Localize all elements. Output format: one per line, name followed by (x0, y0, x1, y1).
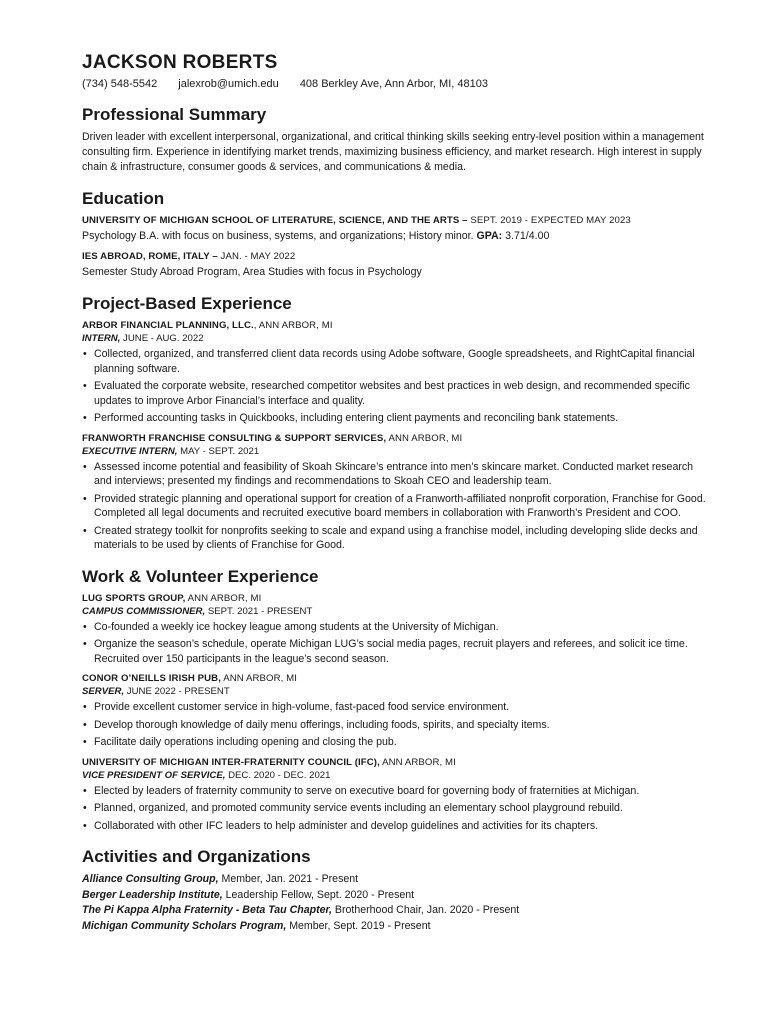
degree-detail: Psychology B.A. with focus on business, systems, and organizations; History minor. (82, 230, 474, 242)
org-line (82, 592, 708, 605)
bullet-list (82, 347, 708, 426)
role-dates: SEPT. 2021 - PRESENT (207, 605, 313, 617)
list-item: • Provide excellent customer service in high-volume, fast-paced food service environment. (94, 700, 708, 715)
activity-org: Michigan Community Scholars Program, (82, 919, 287, 932)
project-heading: Project-Based Experience (82, 294, 292, 313)
org-line (82, 432, 708, 445)
org-name: FRANWORTH FRANCHISE CONSULTING & SUPPORT SERVICES, (82, 432, 387, 444)
list-item: • Collaborated with other IFC leaders to help administer and develop guidelines and activities for its chapters. (94, 819, 708, 834)
experience-entry (82, 756, 708, 834)
activities-heading: Activities and Organizations (82, 847, 311, 866)
bullet-list (82, 700, 708, 750)
list-item: • Created strategy toolkit for nonprofits seeking to scale and expand using a franchise model, including developing slide decks and materials to be used by clients of Franchise for Good. (94, 524, 708, 553)
experience-entry (82, 592, 708, 667)
school-dates: SEPT. 2019 - EXPECTED MAY 2023 (470, 215, 631, 226)
activity-detail: Leadership Fellow, Sept. 2020 - Present (222, 888, 415, 901)
activity-item (82, 919, 708, 935)
activity-item (82, 888, 708, 904)
gpa-value: 3.71/4.00 (505, 230, 550, 242)
org-location: , ANN ARBOR, MI (253, 320, 333, 331)
org-line (82, 672, 708, 685)
org-location: ANN ARBOR, MI (386, 432, 463, 444)
school-dates: JAN. - MAY 2022 (220, 251, 296, 262)
role-line (82, 605, 708, 618)
list-item: • Organize the season’s schedule, operate Michigan LUG’s social media pages, recruit players and referees, and solicit ice time. Recruited over 150 participants in the league’s second season. (94, 637, 708, 666)
education-entry-school (82, 250, 708, 263)
education-detail (82, 229, 708, 244)
experience-entry (82, 319, 708, 426)
education-detail: Semester Study Abroad Program, Area Studies with focus in Psychology (82, 266, 422, 278)
experience-entry (82, 432, 708, 553)
bullet-list (82, 460, 708, 553)
list-item: • Co-founded a weekly ice hockey league among students at the University of Michigan. (94, 620, 708, 635)
activity-org: Alliance Consulting Group, (82, 873, 219, 885)
list-item: • Elected by leaders of fraternity community to serve on executive board for governing body of fraternities at Michigan. (94, 784, 708, 799)
org-location: ANN ARBOR, MI (220, 673, 297, 684)
activity-detail: Brotherhood Chair, Jan. 2020 - Present (331, 904, 520, 916)
list-item: • Develop thorough knowledge of daily menu offerings, including foods, spirits, and specialty items. (94, 718, 708, 733)
activity-item (82, 872, 708, 888)
org-name: UNIVERSITY OF MICHIGAN INTER-FRATERNITY COUNCIL (IFC), (82, 756, 380, 768)
contact-line (82, 77, 708, 91)
education-heading: Education (82, 189, 165, 208)
activity-detail: Member, Jan. 2021 - Present (218, 873, 359, 885)
org-location: ANN ARBOR, MI (185, 592, 262, 604)
role-line (82, 332, 708, 345)
list-item: • Collected, organized, and transferred client data records using Adobe software, Google spreadsheets, and RightCapital financial planning software. (94, 347, 708, 376)
role-line (82, 769, 708, 782)
role-title: CAMPUS COMMISSIONER, (82, 605, 206, 617)
activity-org: Berger Leadership Institute, (82, 888, 223, 901)
phone-number: (734) 548-5542 (82, 78, 158, 90)
role-title: SERVER, (82, 686, 125, 697)
summary-heading: Professional Summary (82, 105, 267, 124)
activity-org: The Pi Kappa Alpha Fraternity - Beta Tau Chapter, (82, 904, 332, 916)
school-name: UNIVERSITY OF MICHIGAN SCHOOL OF LITERATURE, SCIENCE, AND THE ARTS – (82, 215, 468, 226)
list-item: • Provided strategic planning and operational support for creation of a Franworth-affiliated nonprofit corporation, Franchise for Good. Completed all legal documents and recruited executive board members in collaboration with Franworth’s President and COO. (94, 492, 708, 521)
role-title: VICE PRESIDENT OF SERVICE, (82, 769, 226, 781)
org-name: CONOR O’NEILLS IRISH PUB, (82, 673, 221, 684)
activity-item (82, 903, 708, 919)
email-address: jalexrob@umich.edu (178, 78, 279, 90)
role-dates: MAY - SEPT. 2021 (180, 445, 260, 457)
role-dates: DEC. 2020 - DEC. 2021 (228, 769, 331, 781)
education-entry-school (82, 214, 708, 227)
experience-entry (82, 672, 708, 750)
list-item: • Evaluated the corporate website, researched competitor websites and best practices in web design, and recommended specific updates to improve Arbor Financial’s interface and quality. (94, 379, 708, 408)
role-line (82, 685, 708, 698)
org-name: ARBOR FINANCIAL PLANNING, LLC. (82, 320, 254, 331)
summary-text: Driven leader with excellent interpersonal, organizational, and critical thinking skills seeking entry-level position within a management consulting firm. Experience in identifying market trends, maximizing business efficiency, and market research. High interest in supply chain & infrastructure, consumer goods & services, and communications & media. (82, 131, 704, 173)
role-title: EXECUTIVE INTERN, (82, 445, 178, 457)
list-item: • Facilitate daily operations including opening and closing the pub. (94, 735, 708, 750)
role-title: INTERN, (82, 333, 121, 344)
gpa-label: GPA: (476, 230, 503, 242)
org-name: LUG SPORTS GROUP, (82, 592, 186, 604)
candidate-name: JACKSON ROBERTS (82, 52, 278, 73)
role-line (82, 445, 708, 458)
activity-detail: Member, Sept. 2019 - Present (286, 919, 431, 932)
bullet-list (82, 620, 708, 667)
work-heading: Work & Volunteer Experience (82, 566, 319, 586)
org-line (82, 756, 708, 769)
street-address: 408 Berkley Ave, Ann Arbor, MI, 48103 (299, 78, 488, 90)
role-dates: JUNE 2022 - PRESENT (126, 686, 230, 697)
list-item: • Planned, organized, and promoted community service events including an elementary school playground rebuild. (94, 801, 708, 816)
org-location: ANN ARBOR, MI (379, 756, 456, 768)
list-item: • Assessed income potential and feasibility of Skoah Skincare’s entrance into men’s skincare market. Conducted market research and interviews; presented my findings and recommendations to Skoah CEO and leadership team. (94, 460, 708, 489)
bullet-list (82, 784, 708, 834)
school-name: IES ABROAD, ROME, ITALY – (82, 251, 218, 262)
list-item: • Performed accounting tasks in Quickbooks, including entering client payments and reconciling bank statements. (94, 411, 708, 426)
role-dates: JUNE - AUG. 2022 (123, 333, 204, 344)
org-line (82, 319, 708, 332)
